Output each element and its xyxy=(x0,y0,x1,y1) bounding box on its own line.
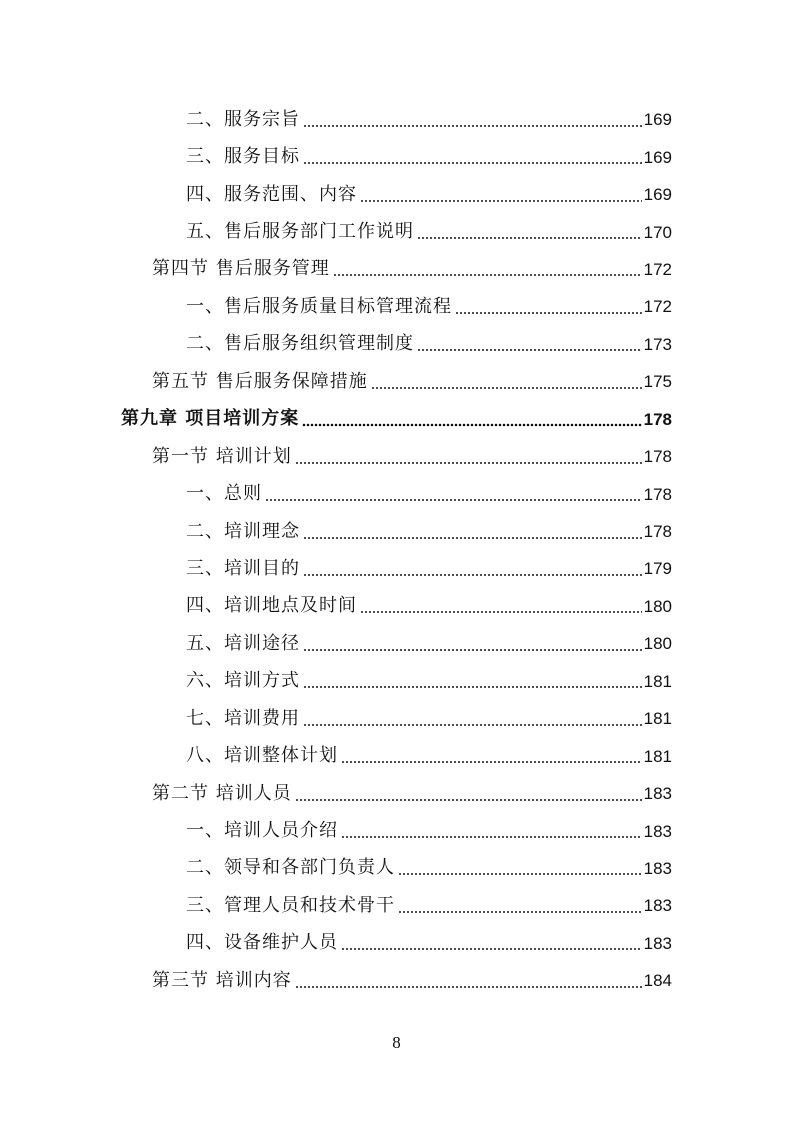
toc-dot-leader xyxy=(360,186,642,204)
toc-section-entry[interactable] xyxy=(0,438,793,475)
toc-entry-title: 四、服务范围、内容 xyxy=(186,183,357,205)
toc-entry-title: 第三节 培训内容 xyxy=(152,969,292,991)
toc-dot-leader xyxy=(455,298,642,316)
toc-entry-title: 第二节 培训人员 xyxy=(152,782,292,804)
toc-entry-page: 183 xyxy=(643,784,672,804)
toc-entry-page: 178 xyxy=(643,447,672,467)
toc-entry[interactable] xyxy=(0,812,793,849)
toc-entry-title: 六、培训方式 xyxy=(186,670,300,692)
toc-entry[interactable] xyxy=(0,588,793,625)
toc-dot-leader xyxy=(360,597,642,615)
toc-entry-title: 二、售后服务组织管理制度 xyxy=(186,333,414,355)
toc-entry-page: 181 xyxy=(643,671,672,691)
toc-dot-leader xyxy=(303,710,642,728)
toc-entry-title: 四、培训地点及时间 xyxy=(186,595,357,617)
toc-entry[interactable] xyxy=(0,213,793,250)
toc-entry-page: 183 xyxy=(643,858,672,878)
toc-entry-page: 178 xyxy=(643,484,672,504)
toc-entry-page: 179 xyxy=(643,559,672,579)
toc-dot-leader xyxy=(371,373,642,391)
toc-entry-title: 四、设备维护人员 xyxy=(186,932,338,954)
toc-entry[interactable] xyxy=(0,138,793,175)
toc-entry-title: 七、培训费用 xyxy=(186,707,300,729)
toc-dot-leader xyxy=(295,972,642,990)
toc-section-entry[interactable] xyxy=(0,251,793,288)
toc-entry-page: 169 xyxy=(643,110,672,130)
toc-entry-title: 二、培训理念 xyxy=(186,520,300,542)
toc-dot-leader xyxy=(417,223,642,241)
toc-entry-page: 181 xyxy=(643,709,672,729)
toc-dot-leader xyxy=(303,635,642,653)
toc-entry[interactable] xyxy=(0,700,793,737)
toc-entry-page: 178 xyxy=(643,522,672,542)
toc-dot-leader xyxy=(398,859,642,877)
toc-entry[interactable] xyxy=(0,925,793,962)
toc-dot-leader xyxy=(303,523,642,541)
toc-entry-title: 第九章 项目培训方案 xyxy=(121,408,300,430)
toc-entry-title: 第五节 售后服务保障措施 xyxy=(152,370,368,392)
toc-entry-page: 181 xyxy=(643,746,672,766)
toc-dot-leader xyxy=(398,897,642,915)
toc-dot-leader xyxy=(417,335,642,353)
toc-section-entry[interactable] xyxy=(0,363,793,400)
toc-entry-title: 二、服务宗旨 xyxy=(186,108,300,130)
toc-dot-leader xyxy=(303,148,642,166)
toc-entry-title: 三、培训目的 xyxy=(186,557,300,579)
toc-entry[interactable] xyxy=(0,176,793,213)
toc-entry-title: 一、售后服务质量目标管理流程 xyxy=(186,295,452,317)
toc-entry-page: 184 xyxy=(643,971,672,991)
toc-dot-leader xyxy=(295,448,642,466)
toc-entry[interactable] xyxy=(0,326,793,363)
toc-entry-title: 第一节 培训计划 xyxy=(152,445,292,467)
toc-entry-page: 178 xyxy=(643,409,672,429)
toc-entry[interactable] xyxy=(0,850,793,887)
toc-entry[interactable] xyxy=(0,475,793,512)
toc-section-entry[interactable] xyxy=(0,962,793,999)
toc-entry-page: 170 xyxy=(643,222,672,242)
toc-entry[interactable] xyxy=(0,288,793,325)
toc-dot-leader xyxy=(265,485,642,503)
toc-section-entry[interactable] xyxy=(0,775,793,812)
toc-entry[interactable] xyxy=(0,101,793,138)
toc-dot-leader xyxy=(303,672,642,690)
toc-entry[interactable] xyxy=(0,663,793,700)
toc-dot-leader xyxy=(302,410,641,428)
toc-entry-page: 180 xyxy=(643,634,672,654)
toc-entry[interactable] xyxy=(0,513,793,550)
toc-entry-page: 180 xyxy=(643,596,672,616)
toc-dot-leader xyxy=(333,260,642,278)
toc-entry-page: 169 xyxy=(643,185,672,205)
toc-entry-page: 172 xyxy=(643,297,672,317)
toc-entry-title: 八、培训整体计划 xyxy=(186,745,338,767)
toc-entry-page: 183 xyxy=(643,933,672,953)
toc-dot-leader xyxy=(341,747,642,765)
toc-entry-page: 173 xyxy=(643,334,672,354)
toc-dot-leader xyxy=(303,111,642,129)
toc-entry-page: 183 xyxy=(643,821,672,841)
toc-entry-title: 第四节 售后服务管理 xyxy=(152,258,330,280)
toc-entry-title: 五、售后服务部门工作说明 xyxy=(186,221,414,243)
toc-entry[interactable] xyxy=(0,887,793,924)
toc-entry-page: 175 xyxy=(643,372,672,392)
toc-entry-page: 169 xyxy=(643,147,672,167)
toc-entry[interactable] xyxy=(0,550,793,587)
toc-entry-title: 五、培训途径 xyxy=(186,632,300,654)
toc-entry-title: 二、领导和各部门负责人 xyxy=(186,857,395,879)
toc-entry-page: 172 xyxy=(643,259,672,279)
toc-dot-leader xyxy=(303,560,642,578)
toc-entry[interactable] xyxy=(0,737,793,774)
toc-dot-leader xyxy=(341,934,642,952)
toc-entry[interactable] xyxy=(0,625,793,662)
toc-entry-title: 三、管理人员和技术骨干 xyxy=(186,894,395,916)
toc-entry-title: 一、培训人员介绍 xyxy=(186,820,338,842)
page-number: 8 xyxy=(392,1033,401,1052)
toc-dot-leader xyxy=(341,822,642,840)
toc-chapter-entry[interactable] xyxy=(0,401,793,438)
toc-entry-title: 三、服务目标 xyxy=(186,146,300,168)
toc-dot-leader xyxy=(295,785,642,803)
toc-entry-page: 183 xyxy=(643,896,672,916)
table-of-contents xyxy=(0,101,793,1000)
toc-entry-title: 一、总则 xyxy=(186,483,262,505)
